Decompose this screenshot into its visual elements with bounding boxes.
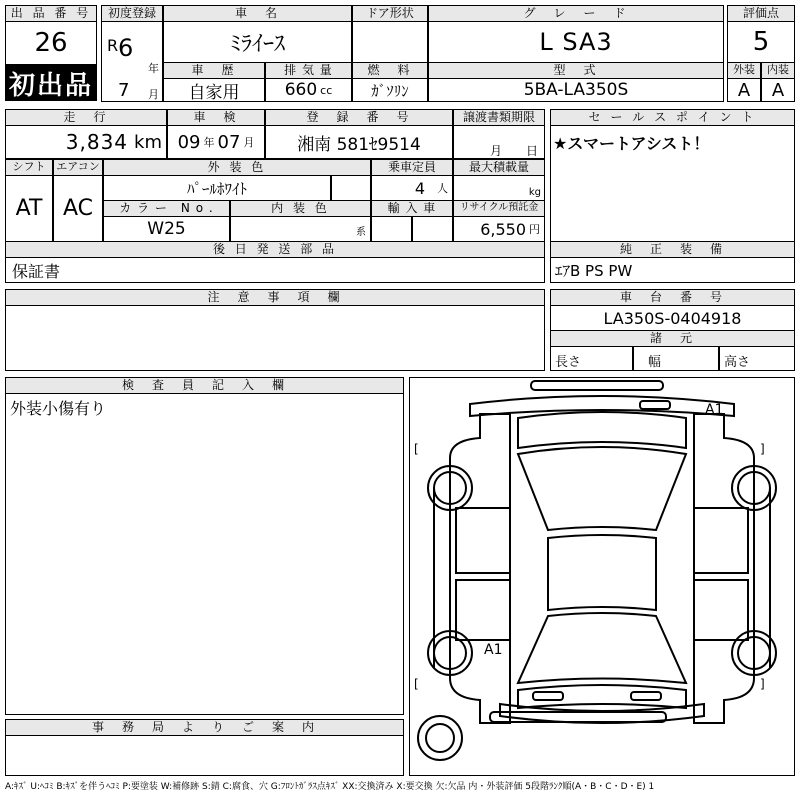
exterior-grade-header: 外装 bbox=[727, 62, 761, 79]
registration-month: 7 bbox=[118, 80, 130, 101]
inspection-month: 07 bbox=[217, 131, 241, 153]
inspection-year: 09 bbox=[177, 131, 201, 153]
mileage-value: 3,834 bbox=[65, 130, 129, 154]
era-label: R bbox=[107, 36, 119, 55]
windshield bbox=[518, 447, 686, 530]
lot-number: 26 bbox=[5, 21, 97, 65]
plate-header: 登 録 番 号 bbox=[265, 109, 453, 126]
height-label: 高さ bbox=[724, 355, 751, 370]
shift-header: シフト bbox=[5, 159, 53, 176]
km-unit: km bbox=[134, 131, 162, 153]
inspector-box bbox=[5, 393, 404, 715]
color-no-header: カ ラ ー N o . bbox=[103, 200, 230, 217]
bracket-left-rear: [ bbox=[414, 677, 419, 691]
width-cell bbox=[633, 346, 719, 371]
spare-tire bbox=[418, 716, 462, 760]
aircon-header: エアコン bbox=[53, 159, 103, 176]
registration-year: 6 bbox=[118, 34, 134, 62]
recycle-header: リサイクル預託金 bbox=[453, 200, 545, 217]
score-value: 5 bbox=[727, 21, 795, 63]
first-registration-header: 初度登録 bbox=[101, 5, 163, 22]
month-unit: 月 bbox=[148, 88, 159, 101]
interior-color-header: 内 装 色 bbox=[230, 200, 371, 217]
interior-color-box bbox=[230, 216, 371, 242]
notes-header: 注 意 事 項 欄 bbox=[5, 289, 545, 306]
car-diagram bbox=[410, 378, 794, 775]
fuel-header: 燃 料 bbox=[352, 62, 428, 79]
left-front-door bbox=[456, 508, 510, 573]
shift-value: AT bbox=[5, 175, 53, 242]
recycle-box bbox=[453, 216, 545, 242]
inspector-header: 検 査 員 記 入 欄 bbox=[5, 377, 404, 394]
grade-header: グ レ ー ド bbox=[428, 5, 724, 22]
plate-value: 湘南 581ｾ9514 bbox=[265, 125, 453, 159]
inspector-text: 外装小傷有り bbox=[10, 399, 107, 418]
history-value: 自家用 bbox=[163, 78, 265, 102]
rear-lamp-left bbox=[533, 692, 563, 700]
seats-value: 4 bbox=[414, 178, 425, 198]
rear-bumper bbox=[500, 704, 704, 723]
exterior-color-header: 外 装 色 bbox=[103, 159, 371, 176]
color-no-value: W25 bbox=[103, 216, 230, 242]
deadline-month-unit: 月 bbox=[490, 144, 503, 158]
import-header: 輸 入 車 bbox=[371, 200, 453, 217]
aircon-value: AC bbox=[53, 175, 103, 242]
car-name-header: 車 名 bbox=[163, 5, 352, 22]
width-label: 幅 bbox=[648, 355, 662, 370]
dimensions-header: 諸 元 bbox=[550, 330, 795, 347]
persons-unit: 人 bbox=[437, 182, 448, 195]
displacement-box bbox=[265, 78, 352, 102]
series-unit: 系 bbox=[356, 227, 366, 238]
rear-lamp-right bbox=[631, 692, 661, 700]
transfer-deadline-box bbox=[453, 125, 545, 159]
chassis-header: 車 台 番 号 bbox=[550, 289, 795, 306]
notes-box bbox=[5, 305, 545, 371]
deadline-day-unit: 日 bbox=[526, 144, 539, 158]
right-rear-door bbox=[694, 580, 748, 640]
exterior-color-value: ﾊﾟｰﾙﾎﾜｲﾄ bbox=[103, 175, 331, 201]
seats-header: 乗車定員 bbox=[371, 159, 453, 176]
inspection-header: 車 検 bbox=[167, 109, 265, 126]
office-box bbox=[5, 735, 404, 776]
max-load-box bbox=[453, 175, 545, 201]
equipment-header: 純 正 装 備 bbox=[550, 241, 795, 258]
left-side-outline bbox=[450, 414, 510, 723]
door-value bbox=[352, 21, 428, 63]
max-load-header: 最大積載量 bbox=[453, 159, 545, 176]
interior-grade-header: 内装 bbox=[761, 62, 795, 79]
car-diagram-frame bbox=[409, 377, 795, 776]
transfer-deadline-header: 譲渡書類期限 bbox=[453, 109, 545, 126]
inspection-box bbox=[167, 125, 265, 159]
bracket-left-front: [ bbox=[414, 442, 419, 456]
right-front-door bbox=[694, 508, 748, 573]
exterior-color-extra bbox=[331, 175, 371, 201]
height-cell bbox=[719, 346, 795, 371]
rear-bumper-strip bbox=[490, 712, 666, 722]
fuel-value: ｶﾞｿﾘﾝ bbox=[352, 78, 428, 102]
door-header: ドア形状 bbox=[352, 5, 428, 22]
office-header: 事 務 局 よ り ご 案 内 bbox=[5, 719, 404, 736]
later-parts-value: 保証書 bbox=[5, 257, 545, 283]
mileage-box bbox=[5, 125, 167, 159]
damage-mark-front: A1 bbox=[705, 402, 724, 418]
model-code-value: 5BA-LA350S bbox=[428, 78, 724, 102]
model-code-header: 型 式 bbox=[428, 62, 724, 79]
sales-point-text: ★スマートアシスト！ bbox=[553, 134, 710, 153]
recycle-value: 6,550 bbox=[480, 219, 526, 239]
left-rear-door bbox=[456, 580, 510, 640]
sales-point-header: セ ー ル ス ポ イ ン ト bbox=[550, 109, 795, 126]
grade-value: L SA3 bbox=[428, 21, 724, 63]
sales-point-box bbox=[550, 125, 795, 242]
inspection-month-unit: 月 bbox=[243, 136, 255, 149]
hood-front bbox=[518, 412, 686, 448]
yen-unit: 円 bbox=[529, 223, 540, 236]
history-header: 車 歴 bbox=[163, 62, 265, 79]
displacement-header: 排 気 量 bbox=[265, 62, 352, 79]
later-parts-header: 後 日 発 送 部 品 bbox=[5, 241, 545, 258]
car-name: ﾐﾗｲｰｽ bbox=[163, 21, 352, 63]
bracket-right-front: ] bbox=[760, 442, 765, 456]
roof bbox=[548, 535, 656, 610]
rear-window bbox=[518, 613, 686, 683]
front-plate-mark bbox=[640, 401, 670, 409]
legend: A:ｷｽﾞ U:ﾍｺﾐ B:ｷｽﾞを伴うﾍｺﾐ P:要塗装 W:補修跡 S:錆 C:腐食、穴 G:ﾌﾛﾝﾄｶﾞﾗｽ点ｷｽﾞ XX:交換済み X:要交換 欠:欠品 内・外装評価 5段階ﾗﾝｸ順(A・B・C・D・E) 1 bbox=[5, 782, 655, 792]
exterior-grade-value: A bbox=[727, 78, 761, 102]
seats-box bbox=[371, 175, 453, 201]
right-side-outline bbox=[694, 414, 754, 723]
displacement-value: 660 bbox=[284, 80, 318, 100]
first-listing-badge: 初出品 bbox=[5, 65, 97, 101]
year-unit: 年 bbox=[148, 62, 159, 75]
length-cell bbox=[550, 346, 633, 371]
score-header: 評価点 bbox=[727, 5, 795, 22]
mileage-header: 走 行 bbox=[5, 109, 167, 126]
length-label: 長さ bbox=[555, 355, 582, 370]
lot-number-header: 出 品 番 号 bbox=[5, 5, 97, 22]
inspection-year-unit: 年 bbox=[203, 136, 215, 149]
chassis-value: LA350S-0404918 bbox=[550, 305, 795, 331]
import-cell-b bbox=[412, 216, 453, 242]
import-cell-a bbox=[371, 216, 412, 242]
damage-mark-left-rear: A1 bbox=[484, 642, 503, 658]
cc-unit: cc bbox=[320, 83, 333, 97]
interior-grade-value: A bbox=[761, 78, 795, 102]
equipment-value: ｴｱB PS PW bbox=[550, 257, 795, 283]
front-bumper-top bbox=[531, 381, 663, 390]
bracket-right-rear: ] bbox=[760, 677, 765, 691]
kg-unit: kg bbox=[528, 187, 541, 198]
spare-tire-inner bbox=[426, 724, 454, 752]
